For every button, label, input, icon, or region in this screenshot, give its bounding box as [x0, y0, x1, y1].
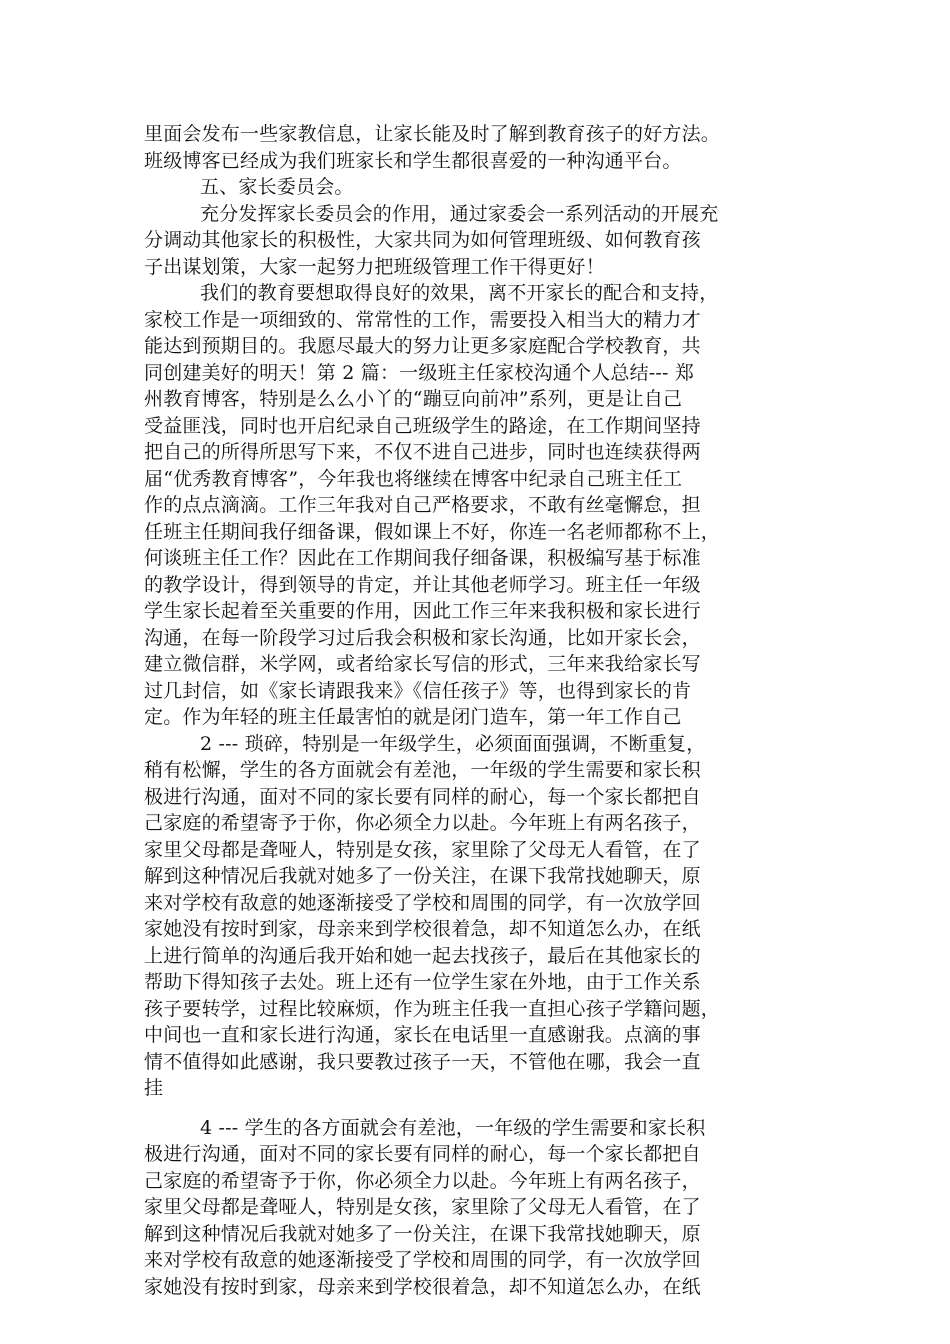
text-line: 沟通，在每一阶段学习过后我会积极和家长沟通，比如开家长会，: [144, 626, 701, 649]
text-line: 孩子要转学，过程比较麻烦，作为班主任我一直担心孩子学籍问题，: [144, 997, 721, 1020]
text-line: 4 --- 学生的各方面就会有差池，一年级的学生需要和家长积: [200, 1116, 706, 1139]
paragraph-section-4: [144, 1115, 809, 1301]
text-line: 情不值得如此感谢，我只要教过孩子一天，不管他在哪，我会一直: [144, 1050, 701, 1073]
text-line: 家校工作是一项细致的、常常性的工作，需要投入相当大的精力才: [144, 308, 701, 331]
text-line: 子出谋划策，大家一起努力把班级管理工作干得更好！: [144, 255, 605, 278]
text-line: 分调动其他家长的积极性，大家共同为如何管理班级、如何教育孩: [144, 229, 701, 251]
text-line: 来对学校有敌意的她逐渐接受了学校和周围的同学，有一次放学回: [144, 1249, 701, 1271]
text-line: 把自己的所得所思写下来，不仅不进自己进步，同时也连续获得两: [144, 441, 701, 463]
text-line: 届“优秀教育博客”，今年我也将继续在博客中纪录自己班主任工: [144, 467, 683, 490]
text-line: 我们的教育要想取得良好的效果，离不开家长的配合和支持，: [200, 282, 719, 304]
paragraph-summary: [144, 280, 809, 731]
text-line: 帮助下得知孩子去处。班上还有一位学生家在外地，由于工作关系: [144, 971, 701, 993]
text-line: 的教学设计，得到领导的肯定，并让其他老师学习。班主任一年级: [144, 573, 701, 596]
paragraph-blog-intro: [144, 121, 809, 174]
text-line: 中间也一直和家长进行沟通，家长在电话里一直感谢我。点滴的事: [144, 1024, 701, 1046]
text-line: 家她没有按时到家，母亲来到学校很着急，却不知道怎么办，在纸: [144, 918, 701, 940]
text-line: 班级博客已经成为我们班家长和学生都很喜爱的一种沟通平台。: [144, 149, 682, 172]
text-line: 稍有松懈，学生的各方面就会有差池，一年级的学生需要和家长积: [144, 759, 701, 781]
text-line: 同创建美好的明天！第 2 篇：一级班主任家校沟通个人总结--- 郑: [144, 361, 695, 384]
text-line: 家里父母都是聋哑人，特别是女孩，家里除了父母无人看管，在了: [144, 1196, 701, 1218]
text-line: 建立微信群，米学网，或者给家长写信的形式，三年来我给家长写: [144, 653, 701, 675]
text-line: 里面会发布一些家教信息，让家长能及时了解到教育孩子的好方法。: [144, 123, 721, 145]
text-line: 己家庭的希望寄予于你，你必须全力以赴。今年班上有两名孩子，: [144, 812, 701, 834]
text-line: 2 --- 琐碎，特别是一年级学生，必须面面强调，不断重复，: [200, 732, 706, 755]
text-line: 过几封信，如《家长请跟我来》《信任孩子》等，也得到家长的肯: [144, 679, 692, 702]
text-line: 家里父母都是聋哑人，特别是女孩，家里除了父母无人看管，在了: [144, 838, 701, 861]
text-line: 己家庭的希望寄予于你，你必须全力以赴。今年班上有两名孩子，: [144, 1169, 701, 1192]
text-line: 充分发挥家长委员会的作用，通过家委会一系列活动的开展充: [200, 202, 719, 225]
text-line: 解到这种情况后我就对她多了一份关注，在课下我常找她聊天，原: [144, 865, 701, 887]
paragraph-section-2: [144, 731, 809, 1102]
document-page: [144, 121, 809, 1300]
text-line: 定。作为年轻的班主任最害怕的就是闭门造车，第一年工作自己: [144, 706, 682, 728]
text-line: 解到这种情况后我就对她多了一份关注，在课下我常找她聊天，原: [144, 1222, 701, 1245]
section-heading-parent-committee: [144, 174, 809, 201]
text-line: 上进行简单的沟通后我开始和她一起去找孩子，最后在其他家长的: [144, 944, 701, 967]
text-line: 挂: [144, 1077, 164, 1099]
text-line: 能达到预期目的。我愿尽最大的努力让更多家庭配合学校教育，共: [144, 335, 701, 357]
text-line: 何谈班主任工作？因此在工作期间我仔细备课，积极编写基于标准: [144, 547, 701, 569]
text-line: 受益匪浅，同时也开启纪录自己班级学生的路途，在工作期间坚持: [144, 414, 701, 437]
text-line: 州教育博客，特别是么么小丫的“蹦豆向前冲”系列，更是让自己: [144, 388, 683, 410]
text-line: 来对学校有敌意的她逐渐接受了学校和周围的同学，有一次放学回: [144, 891, 701, 914]
paragraph-committee: [144, 201, 809, 281]
text-line: 作的点点滴滴。工作三年我对自己严格要求，不敢有丝毫懈怠，担: [144, 494, 701, 516]
text-line: 极进行沟通，面对不同的家长要有同样的耐心，每一个家长都把自: [144, 1143, 701, 1165]
text-line: 学生家长起着至关重要的作用，因此工作三年来我积极和家长进行: [144, 600, 701, 622]
text-line: 极进行沟通，面对不同的家长要有同样的耐心，每一个家长都把自: [144, 785, 701, 808]
section-heading: 五、家长委员会。: [200, 176, 354, 198]
text-line: 家她没有按时到家，母亲来到学校很着急，却不知道怎么办，在纸: [144, 1275, 701, 1298]
text-line: 任班主任期间我仔细备课，假如课上不好，你连一名老师都称不上，: [144, 520, 721, 543]
